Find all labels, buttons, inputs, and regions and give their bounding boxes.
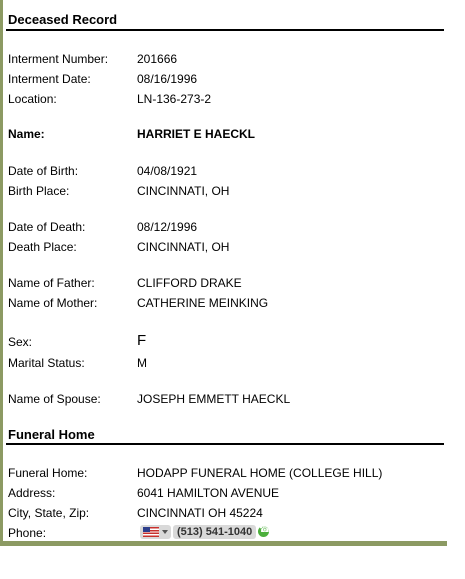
name-value: HARRIET E HAECKL — [137, 127, 256, 141]
mother-label: Name of Mother: — [8, 296, 98, 310]
death-place-label: Death Place: — [8, 240, 77, 254]
date-of-death-value: 08/12/1996 — [137, 220, 198, 234]
spouse-label: Name of Spouse: — [8, 392, 101, 406]
birth-place-label: Birth Place: — [8, 184, 70, 198]
section-divider — [6, 443, 444, 445]
marital-status-label: Marital Status: — [8, 356, 85, 370]
address-value: 6041 HAMILTON AVENUE — [137, 486, 280, 500]
death-place-value: CINCINNATI, OH — [137, 240, 230, 254]
birth-place-value: CINCINNATI, OH — [137, 184, 230, 198]
date-of-birth-label: Date of Birth: — [8, 164, 79, 178]
phone-label: Phone: — [8, 526, 47, 540]
phone-number[interactable]: (513) 541-1040 — [173, 525, 256, 539]
deceased-section-title: Deceased Record — [8, 12, 118, 27]
funeral-home-label: Funeral Home: — [8, 466, 88, 480]
marital-status-value: M — [137, 356, 147, 370]
interment-number-value: 201666 — [137, 52, 178, 66]
phone-call-icon[interactable] — [258, 526, 269, 537]
location-value: LN-136-273-2 — [137, 92, 212, 106]
name-label: Name: — [8, 127, 45, 141]
city-state-zip-value: CINCINNATI OH 45224 — [137, 506, 263, 520]
location-label: Location: — [8, 92, 57, 106]
mother-value: CATHERINE MEINKING — [137, 296, 269, 310]
funeral-section-title: Funeral Home — [8, 427, 95, 442]
dropdown-caret-icon — [162, 530, 168, 534]
father-value: CLIFFORD DRAKE — [137, 276, 242, 290]
phone-widget[interactable] — [140, 524, 269, 539]
interment-number-label: Interment Number: — [8, 52, 109, 66]
interment-date-value: 08/16/1996 — [137, 72, 198, 86]
date-of-death-label: Date of Death: — [8, 220, 86, 234]
date-of-birth-value: 04/08/1921 — [137, 164, 198, 178]
sex-value: F — [137, 332, 147, 349]
us-flag-icon — [143, 527, 159, 537]
father-label: Name of Father: — [8, 276, 95, 290]
interment-date-label: Interment Date: — [8, 72, 91, 86]
spouse-value: JOSEPH EMMETT HAECKL — [137, 392, 291, 406]
city-state-zip-label: City, State, Zip: — [8, 506, 90, 520]
funeral-home-value: HODAPP FUNERAL HOME (COLLEGE HILL) — [137, 466, 383, 480]
address-label: Address: — [8, 486, 56, 500]
sex-label: Sex: — [8, 335, 33, 349]
section-divider — [6, 29, 444, 31]
country-selector[interactable] — [140, 525, 171, 539]
